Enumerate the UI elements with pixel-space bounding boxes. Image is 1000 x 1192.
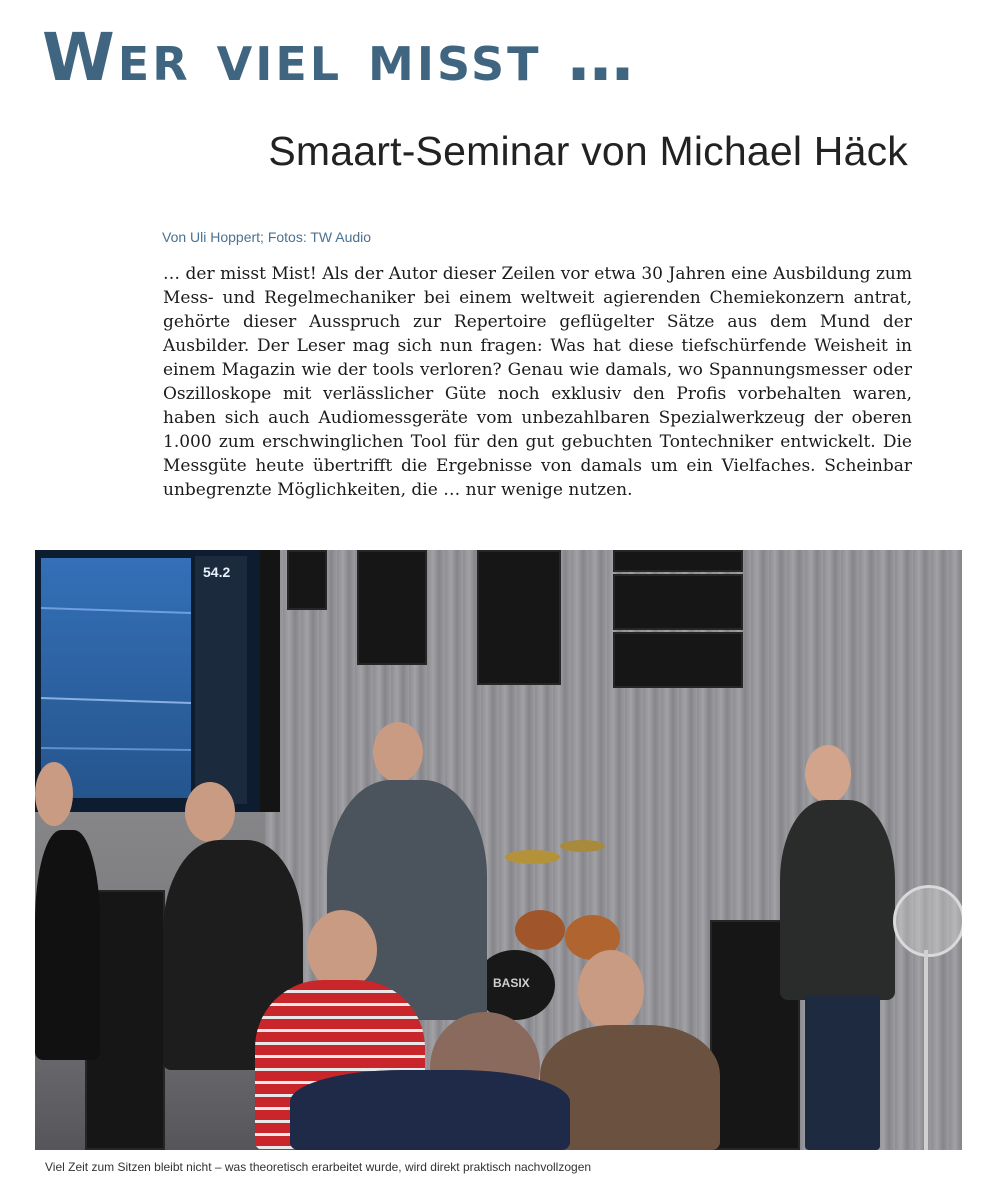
article-subtitle: Smaart-Seminar von Michael Häck [268,128,908,174]
fan-stand [924,950,928,1150]
bass-drum [475,950,555,1020]
attendee-body [35,830,100,1060]
attendee-head [35,762,73,826]
measurement-plot [41,558,191,798]
screen-readout: 54.2 [203,564,231,580]
attendee-head [373,722,423,782]
seminar-photo [35,550,962,1150]
speaker-cabinet-center [477,550,561,685]
measurement-panel [195,556,247,804]
article-byline: Von Uli Hoppert; Fotos: TW Audio [162,229,372,245]
photo-caption: Viel Zeit zum Sitzen bleibt nicht – was theoretisch erarbeitet wurde, wird direkt praktisch nachvollzogen [45,1160,592,1174]
presenter-legs [805,995,880,1150]
attendee-head [578,950,644,1030]
presenter-body [780,800,895,1000]
cymbal [505,850,560,864]
attendee-head [185,782,235,842]
drum-brand-label: BASIX [493,976,530,990]
presenter-head [805,745,851,803]
tom-drum [515,910,565,950]
article-lead-paragraph: … der misst Mist! Als der Autor dieser Zeilen vor etwa 30 Jahren eine Ausbildung zum Mess- und Regelmechaniker bei einem weltweit agierenden Chemiekonzern antrat, gehörte dieser Ausspruch zur Repertoire geflügelter Sätze aus dem Mund der Ausbilder. Der Leser mag sich nun fragen: Was hat diese tiefschürfende Weisheit in einem Magazin wie der tools verloren? Genau wie damals, wo Spannungsmesser oder Oszilloskope mit verlässlicher Güte noch exklusiv den Profis vorbehalten waren, haben sich auch Audiomessgeräte vom unbezahlbaren Spezialwerkzeug der oberen 1.000 zum erschwinglichen Tool für den gut gebuchten Tontechniker entwickelt. Die Messgüte heute übertrifft die Ergebnisse von damals um ein Vielfaches. Scheinbar unbegrenzte Möglichkeiten, die … nur wenige nutzen. [163,264,912,500]
fan [893,885,962,957]
line-array-bottom [613,632,743,688]
attendee-head [307,910,377,990]
article-headline: Wer viel misst … [42,19,637,96]
speaker-cabinet-left [357,550,427,665]
speaker-cabinet-small [287,550,327,610]
line-array-mid [613,574,743,630]
line-array-top [613,550,743,572]
attendee-body [290,1070,570,1150]
projection-screen [35,550,280,812]
cymbal [560,840,605,852]
